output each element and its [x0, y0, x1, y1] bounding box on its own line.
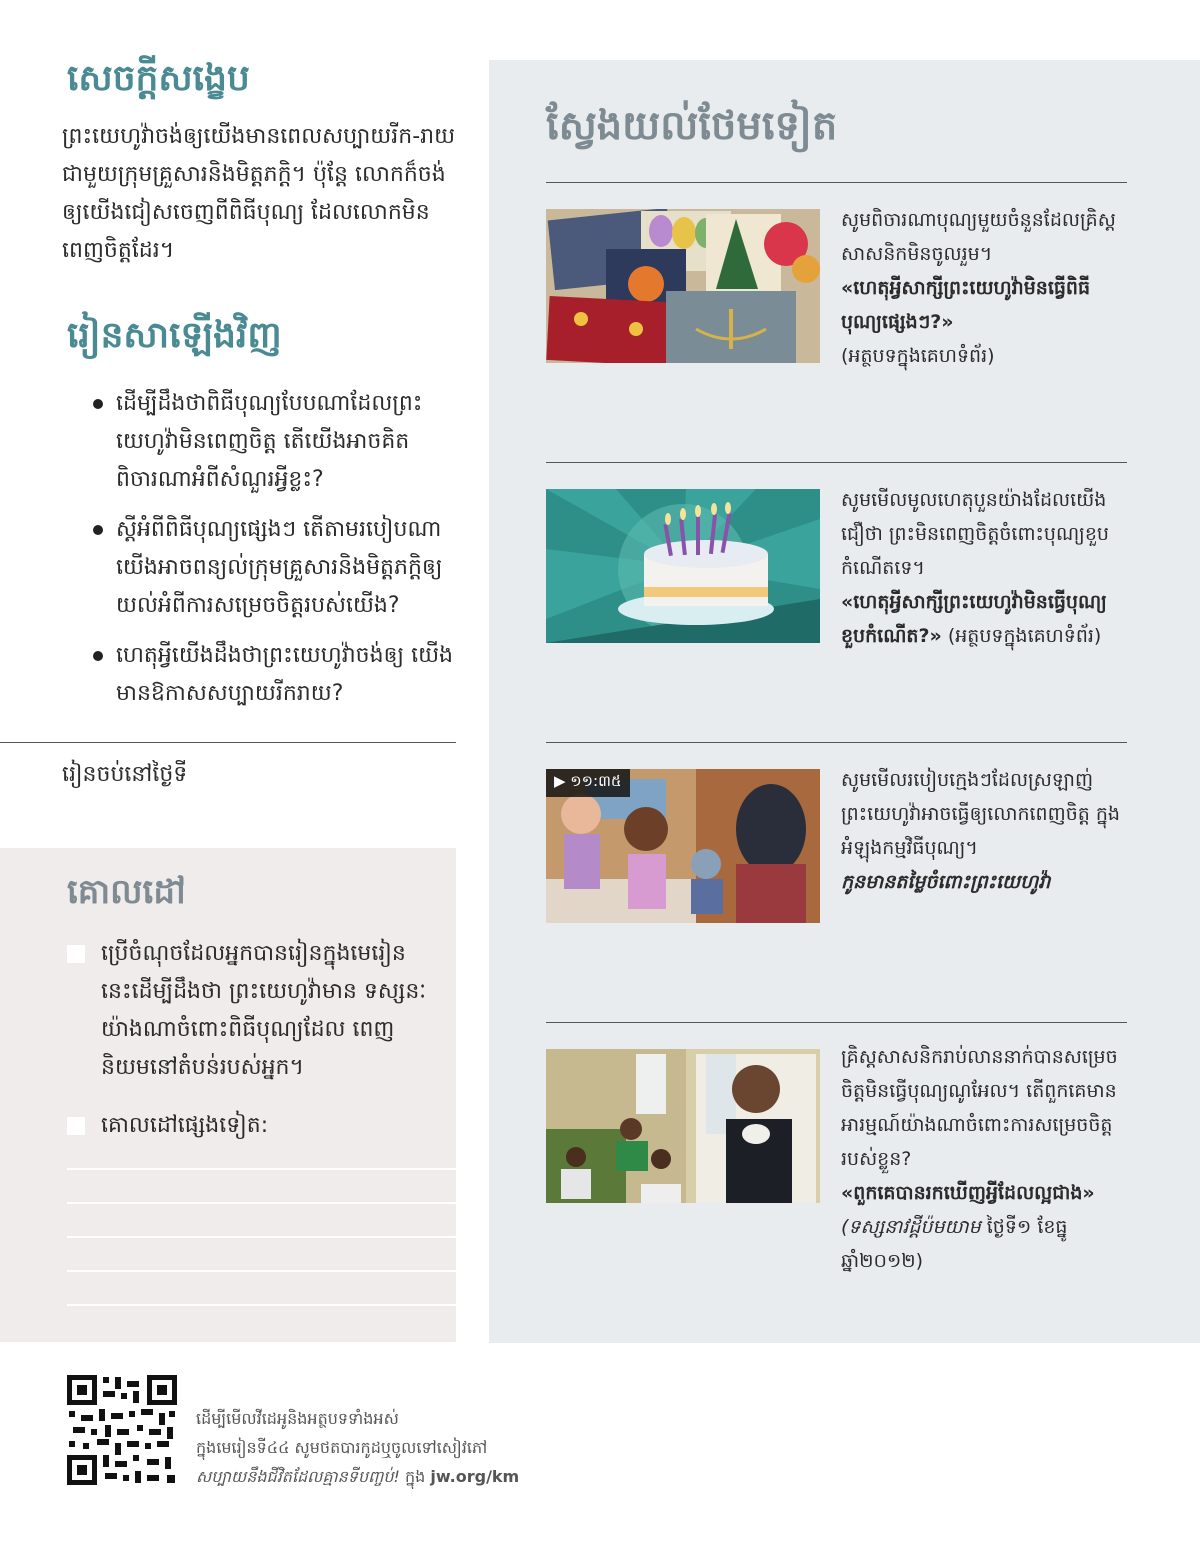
write-line[interactable] — [67, 1168, 456, 1170]
review-title: រៀនសាឡើងវិញ — [67, 315, 282, 356]
divider — [546, 1022, 1127, 1023]
explore-link-title[interactable]: «ហេតុអ្វីសាក្សីព្រះយេហូវ៉ាមិនធ្វើពិធី បុណ្យផ្សេងៗ?» — [841, 277, 1091, 333]
footer-line: ដើម្បីមើលវីដេអូនិងអត្ថបទទាំងអស់ — [196, 1409, 399, 1428]
explore-desc: សូមមើលរបៀបក្មេងៗដែលស្រឡាញ់ ព្រះយេហូវ៉ាអាចធ្វើឲ្យលោកពេញចិត្ត ក្នុងអំឡុងកម្មវិធីបុណ្យ។ — [841, 769, 1120, 859]
review-question: ហេតុអ្វីយើងដឹងថាព្រះយេហូវ៉ាចង់ឲ្យ យើងមានឱកាសសប្បាយរីករាយ? — [90, 637, 460, 713]
footer-book-title: សប្បាយនឹងជីវិតដែលគ្មានទីបញ្ចប់! — [196, 1467, 400, 1486]
review-question: ស្ដីអំពីពិធីបុណ្យផ្សេងៗ តើតាមរបៀបណា យើងអាចពន្យល់ក្រុមគ្រួសារនិងមិត្តភក្ដិឲ្យ យល់អំពីការសម្រេចចិត្តរបស់យើង? — [90, 511, 460, 625]
explore-desc: សូមមើលមូលហេតុបួនយ៉ាងដែលយើង ជឿថា ព្រះមិនពេញចិត្តចំពោះបុណ្យខួប កំណើតទេ។ — [841, 489, 1109, 579]
explore-link-title[interactable]: កូនមានតម្លៃចំពោះព្រះយេហូវ៉ា — [841, 871, 1051, 893]
children-video-image[interactable] — [546, 769, 820, 923]
finished-date-label: រៀនចប់នៅថ្ងៃទី — [62, 762, 188, 787]
footer-site-link[interactable]: jw.org/km — [430, 1467, 520, 1486]
divider — [546, 742, 1127, 743]
write-line[interactable] — [67, 1270, 456, 1272]
explore-title: ស្វែងយល់ថែមទៀត — [546, 103, 838, 149]
birthday-cake-image[interactable] — [546, 489, 820, 643]
review-list — [90, 385, 460, 725]
explore-item — [841, 1040, 1131, 1278]
explore-link-title[interactable]: «ហេតុអ្វីសាក្សីព្រះយេហូវ៉ាមិនធ្វើបុណ្យ ខួបកំណើត?» — [841, 591, 1107, 647]
goal-item — [67, 935, 437, 1087]
footer-note — [196, 1404, 616, 1491]
footer-line: ក្នុងមេរៀនទី៤៤ សូមថតបារកូដឬចូលទៅសៀវភៅ — [196, 1438, 488, 1457]
explore-source: (អត្ថបទក្នុងគេហទំព័រ) — [947, 625, 1102, 647]
explore-source: (ទស្សនាវដ្ដីប៉មយាម — [841, 1216, 981, 1238]
explore-link-title[interactable]: «ពួកគេបានរកឃើញអ្វីដែលល្អជាង» — [841, 1182, 1095, 1204]
explore-source-date: ថ្ងៃទី១ ខែធ្នូ ឆ្នាំ២០១២) — [841, 1216, 1068, 1272]
write-line[interactable] — [67, 1304, 456, 1306]
write-line[interactable] — [67, 1236, 456, 1238]
goal-text: គោលដៅផ្សេងទៀត: — [101, 1113, 269, 1138]
summary-body: ព្រះយេហូវ៉ាចង់ឲ្យយើងមានពេលសប្បាយរីក-រាយជាមួយក្រុមគ្រួសារនិងមិត្តភក្ដិ។ ប៉ុន្តែ លោកក៏ចង់ឲ្យយើងជៀសចេញពីពិធីបុណ្យ ដែលលោកមិនពេញចិត្តដែរ។ — [62, 124, 456, 263]
divider — [546, 182, 1127, 183]
explore-source: (អត្ថបទក្នុងគេហទំព័រ) — [841, 345, 995, 367]
divider — [546, 462, 1127, 463]
checkbox-icon[interactable] — [67, 1117, 85, 1135]
goal-text: ប្រើចំណុចដែលអ្នកបានរៀនក្នុងមេរៀន នេះដើម្បីដឹងថា ព្រះយេហូវ៉ាមាន ទស្សនៈយ៉ាងណាចំពោះពិធីបុណ្យដែល ពេញនិយមនៅតំបន់របស់អ្នក។ — [101, 941, 427, 1080]
summary-title: សេចក្ដីសង្ខេប — [67, 58, 250, 99]
woman-smiling-image[interactable] — [546, 1049, 820, 1203]
qr-code-icon[interactable] — [67, 1375, 177, 1485]
explore-desc: សូមពិចារណាបុណ្យមួយចំនួនដែលគ្រិស្ត សាសនិកមិនចូលរួម។ — [841, 209, 1116, 265]
explore-item — [841, 763, 1131, 899]
holiday-collage-image[interactable] — [546, 209, 820, 363]
review-question: ដើម្បីដឹងថាពិធីបុណ្យបែបណាដែលព្រះ យេហូវ៉ាមិនពេញចិត្ត តើយើងអាចគិត ពិចារណាអំពីសំណួរអ្វីខ្លះ? — [90, 385, 460, 499]
checkbox-icon[interactable] — [67, 945, 85, 963]
video-duration-badge: ▶ ១១:៣៥ — [546, 769, 630, 797]
explore-item — [841, 203, 1131, 373]
goal-box — [0, 848, 456, 1342]
write-line[interactable] — [67, 1202, 456, 1204]
goal-title: គោលដៅ — [67, 872, 186, 912]
goal-item — [67, 1107, 437, 1145]
divider — [0, 742, 456, 743]
explore-item — [841, 483, 1131, 653]
footer-in: ក្នុង — [399, 1467, 431, 1486]
explore-desc: គ្រិស្តសាសនិករាប់លាននាក់បានសម្រេច ចិត្តមិនធ្វើបុណ្យណូអែល។ តើពួកគេមាន អារម្មណ៍យ៉ាងណាចំពោះការសម្រេចចិត្ត របស់ខ្លួន? — [841, 1046, 1118, 1170]
